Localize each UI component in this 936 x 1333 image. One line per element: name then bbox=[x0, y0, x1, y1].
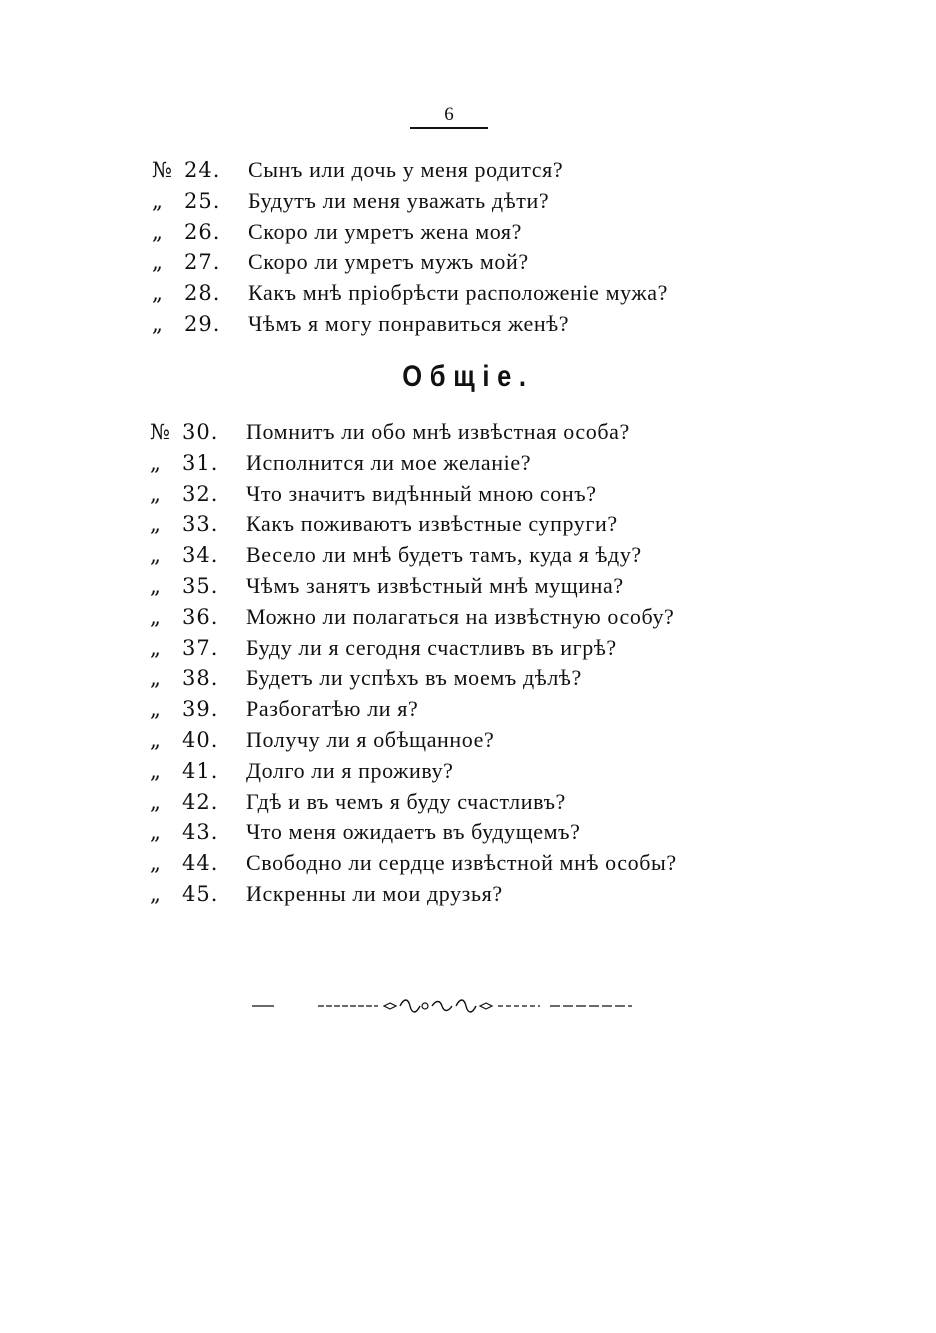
question-text: Какъ поживаютъ извѣстные супруги? bbox=[246, 511, 618, 537]
question-prefix: № bbox=[150, 420, 170, 444]
question-number: 25. bbox=[184, 188, 221, 213]
section-heading: Общiе. bbox=[402, 360, 534, 393]
question-prefix: „ bbox=[150, 450, 161, 475]
question-text: Сынъ или дочь у меня родится? bbox=[248, 157, 564, 182]
question-number: 38. bbox=[182, 666, 219, 691]
question-text: Гдѣ и въ чемъ я буду счастливъ? bbox=[246, 788, 566, 814]
question-text: Искренны ли мои друзья? bbox=[246, 881, 503, 906]
question-text: Какъ мнѣ прiобрѣсти расположенiе мужа? bbox=[248, 280, 668, 306]
question-number: 30. bbox=[182, 420, 219, 444]
question-text: Получу ли я обѣщанное? bbox=[246, 727, 495, 752]
question-number: 32. bbox=[182, 481, 219, 506]
question-text: Чѣмъ занятъ извѣстный мнѣ мущина? bbox=[246, 573, 624, 598]
question-number: 24. bbox=[184, 158, 221, 182]
question-number: 40. bbox=[182, 728, 219, 752]
question-prefix: „ bbox=[150, 697, 161, 722]
question-number: 34. bbox=[182, 543, 219, 568]
question-text: Скоро ли умретъ жена моя? bbox=[248, 218, 522, 244]
question-prefix: „ bbox=[150, 820, 161, 845]
question-text: Разбогатѣю ли я? bbox=[246, 696, 419, 722]
question-prefix: „ bbox=[152, 188, 163, 213]
question-number: 29. bbox=[184, 312, 221, 336]
question-prefix: „ bbox=[150, 789, 161, 814]
page-number: 6 bbox=[444, 104, 454, 125]
question-number: 37. bbox=[182, 635, 219, 660]
ornamental-divider-icon bbox=[250, 994, 634, 1018]
question-number: 36. bbox=[182, 604, 219, 629]
question-text: Что значитъ видѣнный мною сонъ? bbox=[246, 480, 597, 506]
question-prefix: „ bbox=[150, 882, 161, 906]
question-text: Что меня ожидаетъ въ будущемъ? bbox=[246, 819, 581, 845]
question-prefix: „ bbox=[152, 219, 163, 244]
question-number: 35. bbox=[182, 574, 219, 598]
question-prefix: „ bbox=[150, 512, 161, 537]
question-number: 27. bbox=[184, 250, 221, 275]
question-number: 44. bbox=[182, 851, 219, 876]
question-text: Помнитъ ли обо мнѣ извѣстная особа? bbox=[246, 419, 630, 444]
question-text: Свободно ли сердце извѣстной мнѣ особы? bbox=[246, 850, 677, 876]
question-text: Буду ли я сегодня счастливъ въ игрѣ? bbox=[246, 634, 617, 660]
page-number-rule bbox=[410, 127, 488, 129]
question-text: Будетъ ли успѣхъ въ моемъ дѣлѣ? bbox=[246, 665, 582, 691]
question-text: Исполнится ли мое желанiе? bbox=[246, 449, 532, 475]
question-number: 43. bbox=[182, 820, 219, 845]
question-prefix: „ bbox=[150, 574, 161, 598]
question-prefix: „ bbox=[150, 635, 161, 660]
question-prefix: „ bbox=[150, 851, 161, 876]
question-prefix: „ bbox=[150, 728, 161, 752]
question-text: Чѣмъ я могу понравиться женѣ? bbox=[248, 311, 570, 336]
question-text: Будутъ ли меня уважать дѣти? bbox=[248, 187, 550, 213]
question-number: 42. bbox=[182, 789, 219, 814]
question-prefix: „ bbox=[152, 312, 163, 336]
question-prefix: „ bbox=[152, 250, 163, 275]
question-prefix: „ bbox=[150, 604, 161, 629]
question-text: Весело ли мнѣ будетъ тамъ, куда я ѣду? bbox=[246, 542, 642, 568]
question-prefix: „ bbox=[150, 666, 161, 691]
question-number: 39. bbox=[182, 697, 219, 722]
question-text: Можно ли полагаться на извѣстную особу? bbox=[246, 603, 675, 629]
question-number: 31. bbox=[182, 450, 219, 475]
question-prefix: „ bbox=[152, 281, 163, 306]
question-prefix: № bbox=[152, 158, 172, 182]
question-text: Скоро ли умретъ мужъ мой? bbox=[248, 249, 529, 275]
question-number: 41. bbox=[182, 758, 219, 783]
question-prefix: „ bbox=[150, 543, 161, 568]
question-number: 26. bbox=[184, 219, 221, 244]
question-prefix: „ bbox=[150, 758, 161, 783]
question-text: Долго ли я проживу? bbox=[246, 757, 454, 783]
question-prefix: „ bbox=[150, 481, 161, 506]
question-number: 33. bbox=[182, 512, 219, 537]
question-number: 45. bbox=[182, 882, 219, 906]
question-number: 28. bbox=[184, 281, 221, 306]
